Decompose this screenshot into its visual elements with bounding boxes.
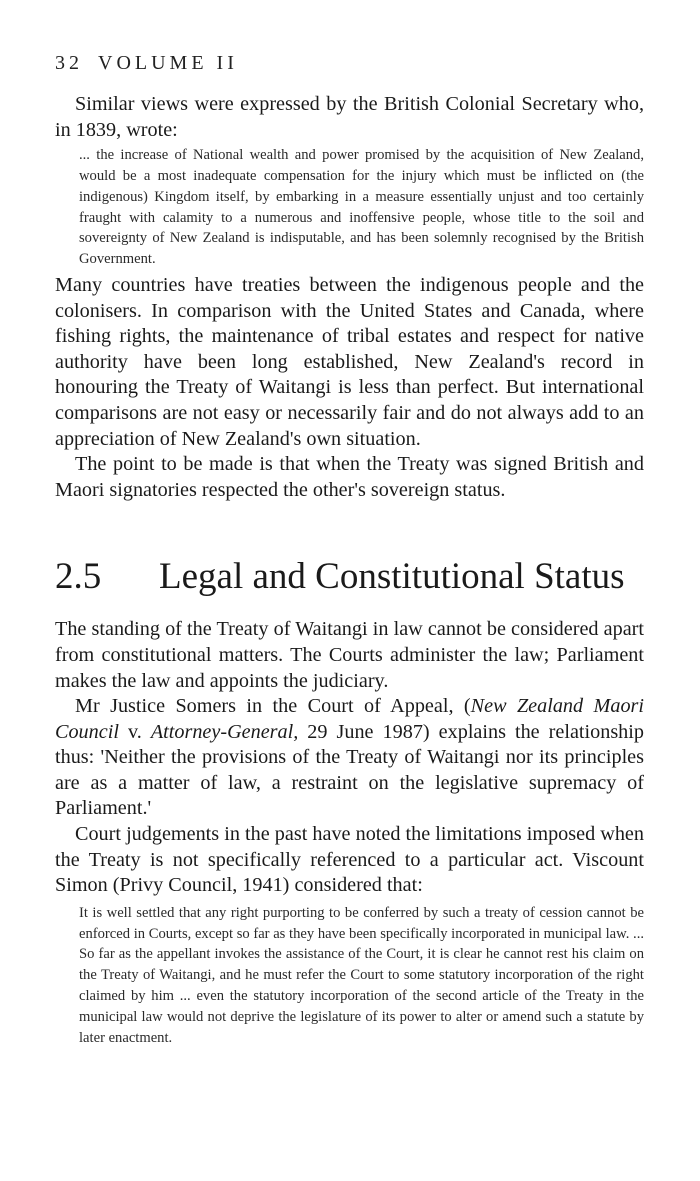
paragraph-court-judgements: Court judgements in the past have noted the limitations imposed when the Treaty is not specifically referenced to a particular act. Viscount Simon (Privy Council, 1941) considered that:: [55, 823, 644, 897]
paragraph-treaties-comparison: Many countries have treaties between the indigenous people and the colonisers. In comparison with the United States and Canada, where fishing rights, the maintenance of tribal estates and respect for native authority have been long established, New Zealand's record in honouring the Treaty of Waitangi is less than perfect. But international comparisons are not easy or necessarily fair and do not always add to an appreciation of New Zealand's own situation.: [55, 273, 644, 450]
page-number: 32: [55, 52, 83, 74]
section-title: Legal and Constitutional Status: [159, 556, 625, 598]
paragraph-justice-somers: [55, 694, 644, 822]
block-quote-1839: ... the increase of National wealth and power promised by the acquisition of New Zealand, would be a most inadequate compensation for the injury which must be inflicted on (the indigenous) Kingdom itself, by embarking in a measure essentially unjust and too certainly fraught with calamity to a numerous and inoffensive people, whose title to the soil and sovereignty of New Zealand is indisputable, and has been solemnly recognised by the British Government.: [79, 147, 644, 268]
p5-pre: Mr Justice Somers in the Court of Appeal, (: [75, 695, 471, 718]
section-number: 2.5: [55, 556, 102, 598]
running-head: [55, 52, 238, 75]
p5-post: 29 June 1987) explains the relationship thus: 'Neither the provisions of the Treaty of Waitangi nor its principles are as a matter of law, a restraint on the legislative supremacy of Parliament.': [55, 720, 644, 820]
volume-label: VOLUME II: [98, 52, 238, 74]
block-quote-viscount-simon: It is well settled that any right purporting to be conferred by such a treaty of cession cannot be enforced in Courts, except so far as they have been specifically incorporated in municipal law. ... So far as the appellant invokes the assistance of the Court, it is clear he cannot rest his claim on the Treaty of Waitangi, and he must refer the Court to some statutory incorporation of the right claimed by him ... even the statutory incorporation of the second article of the Treaty in the municipal law would not deprive the legislature of its power to alter or amend such a statute by later enactment.: [79, 904, 644, 1046]
paragraph-standing-in-law: The standing of the Treaty of Waitangi in law cannot be considered apart from constitutional matters. The Courts administer the law; Parliament makes the law and appoints the judiciary.: [55, 618, 644, 692]
paragraph-colonial-secretary: Similar views were expressed by the British Colonial Secretary who, in 1839, wrote:: [55, 93, 644, 141]
main-text: [55, 92, 644, 1051]
section-heading: [55, 555, 644, 599]
p5-versus: v.: [118, 720, 151, 743]
case-name-maori-council: New Zealand Maori Council: [55, 695, 645, 743]
paragraph-sovereign-status: The point to be made is that when the Treaty was signed British and Maori signatories respected the other's sovereign status.: [55, 453, 644, 501]
case-name-attorney-general: Attorney-General,: [150, 720, 299, 743]
